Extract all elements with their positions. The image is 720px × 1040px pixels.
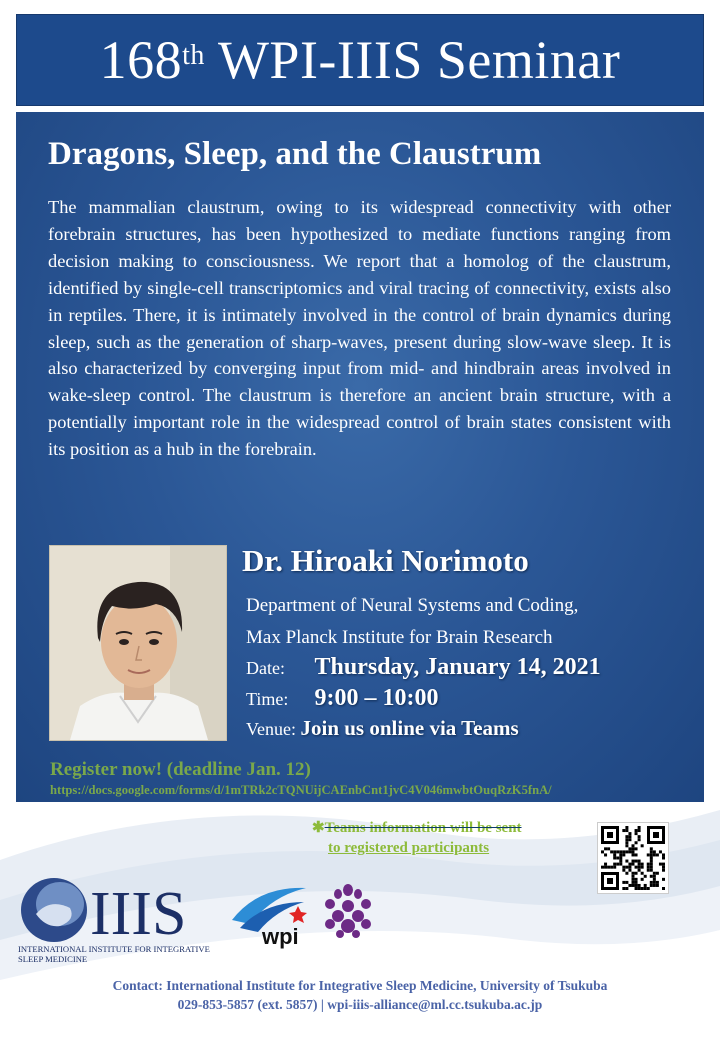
teams-note-line2: to registered participants: [328, 840, 490, 856]
date-row: [246, 654, 601, 681]
seminar-ordinal: th: [182, 40, 205, 71]
iiis-logo: [16, 868, 226, 968]
talk-abstract: The mammalian claustrum, owing to its widespread connectivity with other forebrain structures, has been hypothesized to mediate functions ranging from decision making to consciousness. We report that a homolog of the claustrum, identified by single-cell transcriptomics and viral tracing of connectivity, exists also in reptiles. There, it is intimately involved in the control of brain dynamics during sleep, such as the generation of sharp-waves, present during slow-wave sleep. It is also characterized by converging input from mid- and hindbrain areas involved in wake-sleep control. The claustrum is therefore an ancient brain structure, with a potentially important role in the widespread control of brain states consistent with its position as a hub in the forebrain.: [48, 197, 671, 460]
asterisk-icon: ✱: [312, 820, 325, 836]
teams-note-line1: Teams information will be sent: [324, 820, 522, 836]
speaker-department: Department of Neural Systems and Coding,: [246, 595, 579, 616]
seminar-title: [16, 30, 704, 90]
contact-info: [0, 976, 720, 1014]
seminar-panel: [16, 112, 704, 802]
date-value: Thursday, January 14, 2021: [314, 654, 601, 680]
seminar-title-text: WPI-IIIS Seminar: [217, 30, 621, 90]
venue-value: Join us online via Teams: [300, 716, 519, 740]
wpi-logo-text: wpi: [262, 924, 299, 949]
speaker-photo: [49, 545, 227, 741]
qr-code-icon[interactable]: [597, 822, 669, 894]
contact-line1: Contact: International Institute for Integrative Sleep Medicine, University of Tsukuba: [112, 978, 608, 993]
university-emblem-icon: [320, 882, 376, 940]
speaker-affiliation: [246, 590, 578, 654]
teams-note: [312, 818, 522, 858]
register-link[interactable]: https://docs.google.com/forms/d/1mTRk2cTQNUijCAEnbCnt1jvC4V046mwbtOuqRzK5fnA/: [50, 783, 552, 797]
seminar-number: 168: [99, 30, 183, 90]
speaker-institute: Max Planck Institute for Brain Research: [246, 627, 553, 648]
iiis-logo-subline2: SLEEP MEDICINE: [18, 954, 88, 964]
seminar-header: [16, 14, 704, 110]
iiis-logo-subline1: INTERNATIONAL INSTITUTE FOR INTEGRATIVE: [18, 944, 210, 954]
time-row: [246, 685, 438, 712]
wpi-logo: [228, 880, 312, 950]
time-label: Time:: [246, 689, 289, 709]
register-heading: Register now! (deadline Jan. 12): [50, 759, 311, 780]
venue-row: [246, 716, 519, 741]
date-label: Date:: [246, 658, 285, 678]
venue-label: Venue:: [246, 719, 296, 739]
contact-line2: 029-853-5857 (ext. 5857) | wpi-iiis-alliance@ml.cc.tsukuba.ac.jp: [177, 997, 543, 1012]
iiis-logo-text: IIIS: [90, 880, 187, 948]
time-value: 9:00 – 10:00: [314, 685, 439, 711]
speaker-name: Dr. Hiroaki Norimoto: [242, 543, 529, 578]
talk-title: Dragons, Sleep, and the Claustrum: [48, 136, 542, 172]
